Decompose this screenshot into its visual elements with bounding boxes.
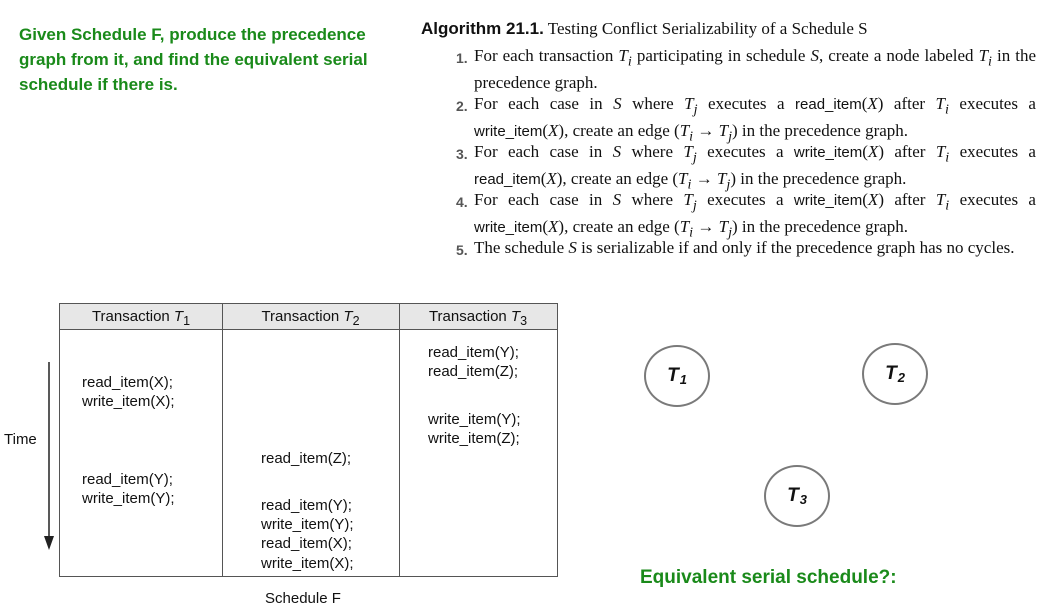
t1-op: read_item(X); [82, 374, 173, 391]
step-number: 1. [456, 50, 468, 66]
header-t3: Transaction $T_3$ [399, 304, 557, 330]
algorithm-title: Testing Conflict Serializability of a Schedule S [547, 19, 868, 38]
t2-op: read_item(Y); [261, 497, 352, 514]
header-t1: Transaction $T_1$ [60, 304, 222, 330]
node-label: T [787, 485, 799, 506]
node-subscript: 3 [799, 491, 807, 507]
algorithm-step-1 [456, 45, 1036, 94]
node-label: T [885, 363, 897, 384]
t2-op: write_item(Y); [261, 516, 354, 533]
step-text: For each case in S where $T_j$ executes a write_item(X) after $T_i$ executes a read_item(X), create an edge $(T_i \to T_j)$ in the precedence graph. [474, 142, 1036, 193]
graph-node-t2[interactable] [862, 343, 928, 405]
t3-op: read_item(Y); [428, 344, 519, 361]
algorithm-step-4 [456, 189, 1036, 244]
t2-op: write_item(X); [261, 555, 354, 572]
question-text: Given Schedule F, produce the precedence graph from it, and find the equivalent serial schedule if there is. [19, 25, 368, 94]
schedule-f-table [59, 303, 558, 577]
algorithm-step-3 [456, 141, 1036, 196]
step-number: 5. [456, 242, 468, 258]
algorithm-heading [421, 19, 868, 39]
t3-op: read_item(Z); [428, 363, 519, 380]
t1-op: read_item(Y); [82, 471, 173, 488]
t2-op: read_item(X); [261, 535, 352, 552]
time-arrow-icon [40, 362, 60, 552]
step-text: For each transaction $T_i$ participating in schedule S, create a node labeled $T_i$ in the precedence graph. [474, 46, 1036, 93]
graph-node-t3[interactable] [764, 465, 830, 527]
step-number: 3. [456, 146, 468, 162]
step-text: The schedule S is serializable if and only if the precedence graph has no cycles. [474, 238, 1015, 257]
algorithm-label: Algorithm 21.1. [421, 19, 544, 38]
column-divider [222, 304, 223, 576]
step-number: 4. [456, 194, 468, 210]
t3-op: write_item(Z); [428, 430, 520, 447]
node-label: T [667, 365, 679, 386]
step-text: For each case in S where $T_j$ executes a write_item(X) after $T_i$ executes a write_item(X), create an edge $(T_i \to T_j)$ in the precedence graph. [474, 190, 1036, 241]
t1-op: write_item(Y); [82, 490, 175, 507]
t1-op: write_item(X); [82, 393, 175, 410]
equivalent-schedule-prompt: Equivalent serial schedule?: [640, 567, 897, 588]
step-number: 2. [456, 98, 468, 114]
algorithm-step-5 [456, 237, 1036, 259]
column-divider [399, 304, 400, 576]
t2-op: read_item(Z); [261, 450, 352, 467]
header-t2: Transaction $T_2$ [222, 304, 399, 330]
node-subscript: 2 [897, 369, 905, 385]
schedule-caption: Schedule F [265, 590, 341, 607]
node-subscript: 1 [679, 371, 687, 387]
step-text: For each case in S where $T_j$ executes a read_item(X) after $T_i$ executes a write_item(X), create an edge $(T_i \to T_j)$ in the precedence graph. [474, 94, 1036, 145]
time-axis-label: Time [4, 431, 37, 448]
graph-node-t1[interactable] [644, 345, 710, 407]
algorithm-step-2 [456, 93, 1036, 148]
t3-op: write_item(Y); [428, 411, 521, 428]
